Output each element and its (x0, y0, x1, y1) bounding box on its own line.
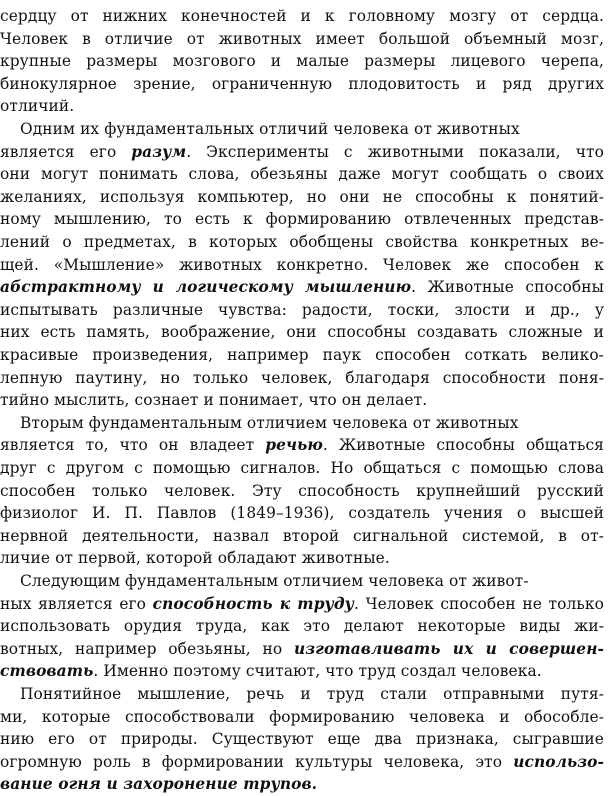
text-span: способен только человек. Эту способность крупнейший русский (0, 481, 604, 500)
text-span: ми, которые способствовали формированию человека и обособле- (0, 707, 604, 726)
text-span: огромную роль в формировании культуры человека, это (0, 752, 514, 771)
text-span: Следующим фундаментальным отличием человека от живот- (20, 572, 529, 590)
text-span: друг с другом с помощью сигналов. Но общаться с помощью слова (0, 459, 604, 477)
text-line (0, 614, 604, 638)
text-line (0, 433, 604, 457)
text-span: щей. «Мышление» животных конкретно. Человек же способен к (0, 255, 604, 274)
text-span: красивые произведения, например паук способен соткать велико- (0, 346, 604, 364)
text-span: бинокулярное зрение, ограниченную плодовитость и ряд других (0, 74, 604, 93)
text-span: Вторым фундаментальным отличием человека от животных (20, 413, 519, 432)
text-line (0, 750, 604, 774)
text-span: является его (0, 142, 132, 161)
text-span: желаниях, используя компьютер, но они не способны к понятий- (0, 187, 604, 206)
text-line (0, 343, 604, 367)
text-line (20, 117, 520, 141)
text-span: ных является его (0, 594, 153, 613)
text-line (0, 705, 604, 729)
text-line (20, 569, 529, 593)
text-span: лепную паутину, но только человек, благодаря способности поня- (0, 368, 604, 387)
text-span: . Человек способен не только (353, 594, 604, 613)
text-line (0, 456, 604, 480)
text-line (0, 275, 604, 299)
text-span: ному мышлению, то есть к формированию отвлеченных представ- (0, 210, 604, 229)
text-line (0, 298, 604, 322)
text-span: Одним их фундаментальных отличий человека от животных (20, 120, 520, 138)
text-line (0, 727, 604, 751)
text-line (0, 388, 427, 412)
text-line (0, 366, 604, 390)
text-line (0, 27, 604, 51)
text-line (0, 546, 390, 570)
text-span: сердцу от нижних конечностей и к головному мозгу от сердца. (0, 7, 604, 25)
text-line (0, 94, 74, 118)
text-span: . Эксперименты с животными показали, что (186, 142, 604, 161)
text-line (0, 185, 604, 209)
text-span: использовать орудия труда, как это делают некоторые виды жи- (0, 617, 604, 636)
text-line (0, 49, 604, 73)
text-span: . Животные способны общаться (322, 436, 604, 455)
text-span: Понятийное мышление, речь и труд стали отправными путя- (20, 685, 604, 703)
text-span: . Животные способны (411, 278, 604, 297)
text-span: они могут понимать слова, обезьяны даже могут сообщать о своих (0, 165, 604, 184)
text-line (0, 253, 604, 277)
text-span: физиолог И. П. Павлов (1849–1936), создатель учения о высшей (0, 504, 604, 523)
text-line (0, 479, 604, 503)
text-line (0, 320, 604, 344)
emphasis-term: вание огня и захоронение трупов. (0, 775, 318, 794)
emphasis-term: разум (131, 142, 187, 161)
text-span: испытывать различные чувства: радости, тоски, злости и др., у (0, 300, 604, 319)
text-line (0, 4, 604, 28)
text-span: отличий. (0, 97, 75, 116)
emphasis-term: речью (265, 436, 323, 455)
text-span: лений о предметах, в которых обобщены свойства конкретных ве- (0, 233, 604, 251)
text-span: Человек в отличие от животных имеет большой объемный мозг, (0, 29, 604, 48)
text-line (0, 592, 604, 616)
text-line (0, 659, 542, 683)
text-line (0, 207, 604, 231)
text-line (0, 230, 604, 254)
text-line (0, 524, 604, 548)
text-span: нервной деятельности, назвал второй сигнальной системой, в от- (0, 526, 604, 545)
emphasis-term: способность к труду (152, 594, 354, 613)
text-span: тийно мыслить, сознает и понимает, что он делает. (0, 391, 428, 410)
text-line (0, 772, 317, 796)
emphasis-term: ствовать (0, 662, 94, 681)
text-span: личие от первой, которой обладают животные. (0, 549, 390, 568)
text-span: нию его от природы. Существуют еще два признака, сыгравшие (0, 730, 604, 749)
text-line (20, 682, 604, 706)
text-span: них есть память, воображение, они способны создавать сложные и (0, 323, 604, 342)
emphasis-term: использо- (513, 752, 604, 771)
text-line (0, 140, 604, 164)
text-span: крупные размеры мозгового и малые размеры лицевого черепа, (0, 52, 604, 71)
emphasis-term: изготавливать их и совершен- (293, 639, 604, 658)
text-line (0, 637, 604, 661)
text-span: вотных, например обезьяны, но (0, 639, 294, 658)
text-line (0, 501, 604, 525)
text-span: является то, что он владеет (0, 436, 266, 455)
text-line (20, 411, 519, 435)
text-span: . Именно поэтому считают, что труд создал человека. (93, 662, 542, 681)
emphasis-term: абстрактному и логическому мышлению (0, 278, 412, 297)
text-line (0, 162, 604, 186)
text-line (0, 72, 604, 96)
